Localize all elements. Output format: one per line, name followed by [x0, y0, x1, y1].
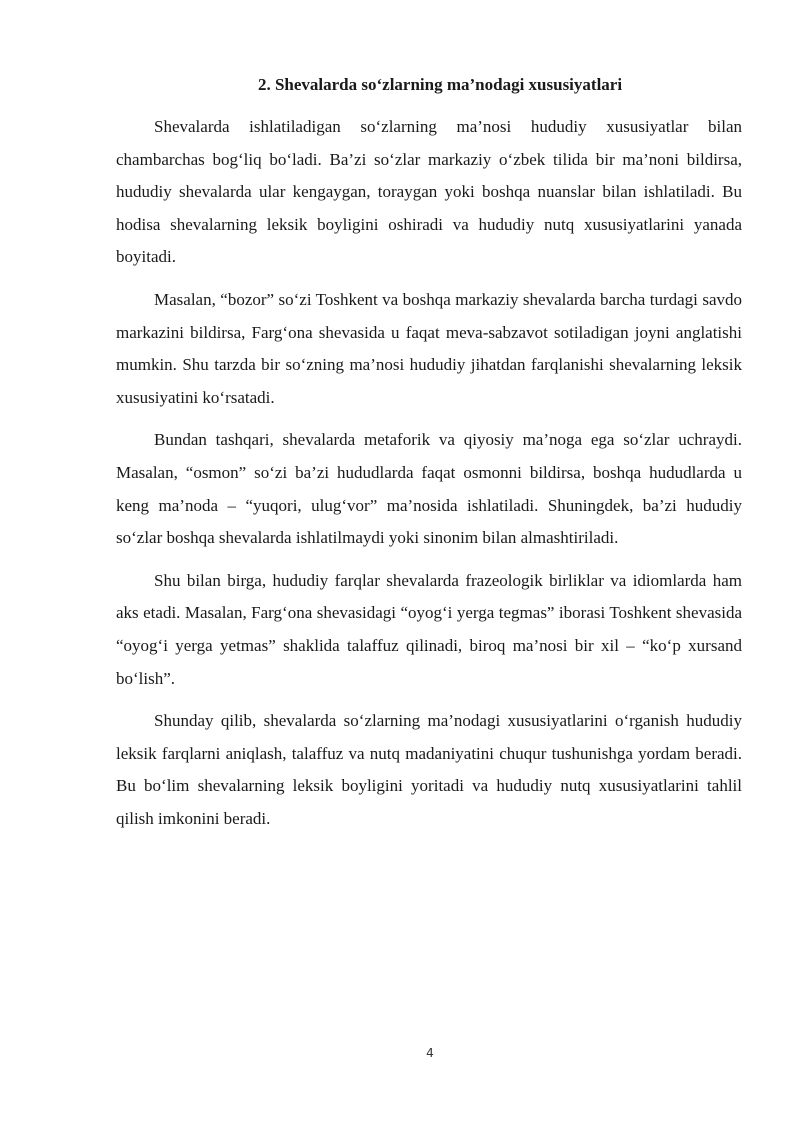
document-body — [116, 73, 742, 845]
paragraph-4: Shu bilan birga, hududiy farqlar shevalarda frazeologik birliklar va idiomlarda ham aks etadi. Masalan, Farg‘ona shevasidagi “oyog‘i yerga tegmas” iborasi Toshkent shevasida “oyog‘i yerga yetmas” shaklida talaffuz qilinadi, biroq ma’nosi bir xil – “ko‘p xursand bo‘lish”. — [116, 570, 742, 688]
paragraph-1: Shevalarda ishlatiladigan so‘zlarning ma’nosi hududiy xususiyatlar bilan chambarchas bog‘liq bo‘ladi. Ba’zi so‘zlar markaziy o‘zbek tilida bir ma’noni bildirsa, hududiy shevalarda ular kengaygan, toraygan yoki boshqa nuanslar bilan ishlatiladi. Bu hodisa shevalarning leksik boyligini oshiradi va hududiy nutq xususiyatlarini yanada boyitadi. — [116, 117, 742, 267]
section-heading: 2. Shevalarda so‘zlarning ma’nodagi xususiyatlari — [257, 75, 623, 94]
page-number: 4 — [426, 1046, 434, 1060]
paragraph-5: Shunday qilib, shevalarda so‘zlarning ma’nodagi xususiyatlarini o‘rganish hududiy leksik farqlarni aniqlash, talaffuz va nutq madaniyatini chuqur tushunishga yordam beradi. Bu bo‘lim shevalarning leksik boyligini yoritadi va hududiy nutq xususiyatlarini tahlil qilish imkonini beradi. — [116, 711, 742, 828]
paragraph-2: Masalan, “bozor” so‘zi Toshkent va boshqa markaziy shevalarda barcha turdagi savdo markazini bildirsa, Farg‘ona shevasida u faqat meva-sabzavot sotiladigan joyni anglatishi mumkin. Shu tarzda bir so‘zning ma’nosi hududiy jihatdan farqlanishi shevalarning leksik xususiyatini ko‘rsatadi. — [116, 289, 742, 407]
paragraph-3: Bundan tashqari, shevalarda metaforik va qiyosiy ma’noga ega so‘zlar uchraydi. Masalan, “osmon” so‘zi ba’zi hududlarda faqat osmonni bildirsa, boshqa hududlarda u keng ma’noda – “yuqori, ulug‘vor” ma’nosida ishlatiladi. Shuningdek, ba’zi hududiy so‘zlar boshqa shevalarda ishlatilmaydi yoki sinonim bilan almashtiriladi. — [116, 430, 742, 548]
